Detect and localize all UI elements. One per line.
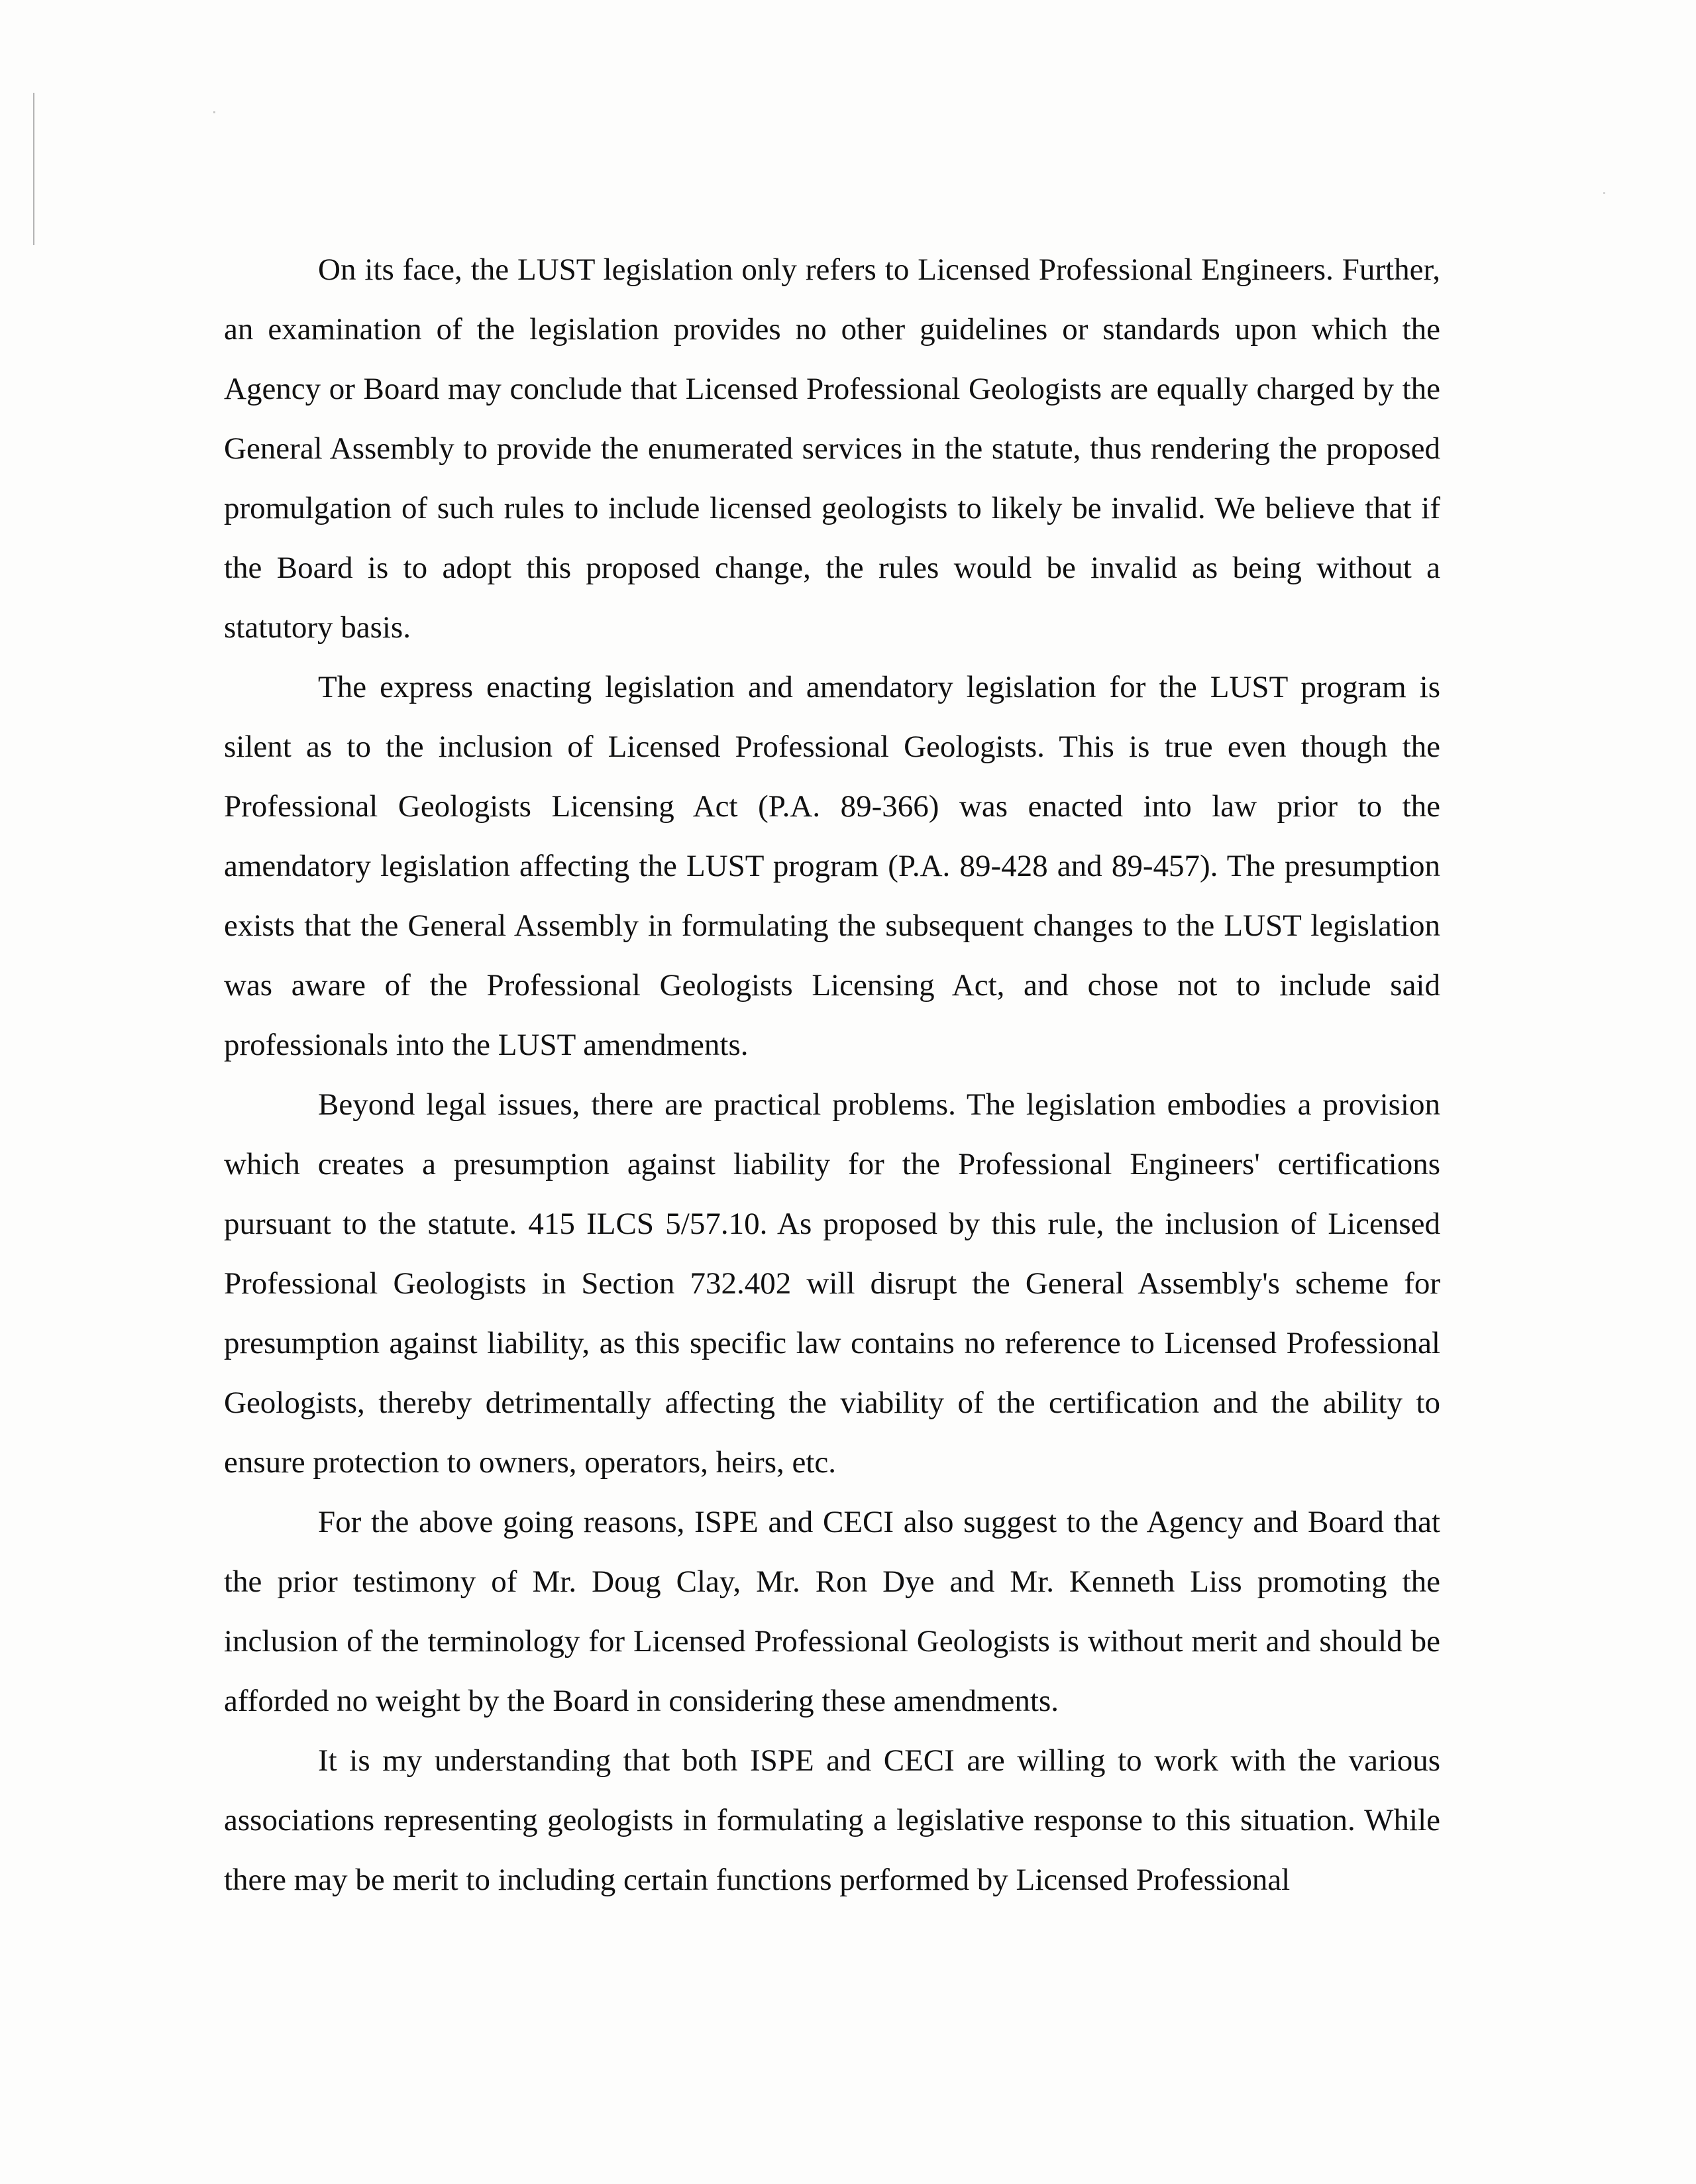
paragraph: For the above going reasons, ISPE and CECI also suggest to the Agency and Board that the prior testimony of Mr. Doug Clay, Mr. Ron Dye and Mr. Kenneth Liss promoting the inclusion of the terminology for Licensed Professional Geologists is without merit and should be afforded no weight by the Board in considering these amendments. <box>224 1505 1440 1718</box>
scan-artifact-dot <box>1603 192 1605 194</box>
paragraph: On its face, the LUST legislation only refers to Licensed Professional Engineers. Further, an examination of the legislation provides no other guidelines or standards upon which the Agency or Board may conclude that Licensed Professional Geologists are equally charged by the General Assembly to provide the enumerated services in the statute, thus rendering the proposed promulgation of such rules to include licensed geologists to likely be invalid. We believe that if the Board is to adopt this proposed change, the rules would be invalid as being without a statutory basis. <box>224 252 1440 645</box>
paragraph: Beyond legal issues, there are practical problems. The legislation embodies a provision which creates a presumption against liability for the Professional Engineers' certifications pursuant to the statute. 415 ILCS 5/57.10. As proposed by this rule, the inclusion of Licensed Professional Geologists in Section 732.402 will disrupt the General Assembly's scheme for presumption against liability, as this specific law contains no reference to Licensed Professional Geologists, thereby detrimentally affecting the viability of the certification and the ability to ensure protection to owners, operators, heirs, etc. <box>224 1087 1440 1480</box>
paragraph: It is my understanding that both ISPE and CECI are willing to work with the various associations representing geologists in formulating a legislative response to this situation. While there may be merit to including certain functions performed by Licensed Professional <box>224 1743 1440 1897</box>
body-text <box>224 240 1440 1910</box>
scan-artifact-dot <box>213 111 215 113</box>
scan-artifact-line <box>33 93 34 245</box>
paragraph: The express enacting legislation and amendatory legislation for the LUST program is silent as to the inclusion of Licensed Professional Geologists. This is true even though the Professional Geologists Licensing Act (P.A. 89-366) was enacted into law prior to the amendatory legislation affecting the LUST program (P.A. 89-428 and 89-457). The presumption exists that the General Assembly in formulating the subsequent changes to the LUST legislation was aware of the Professional Geologists Licensing Act, and chose not to include said professionals into the LUST amendments. <box>224 670 1440 1062</box>
